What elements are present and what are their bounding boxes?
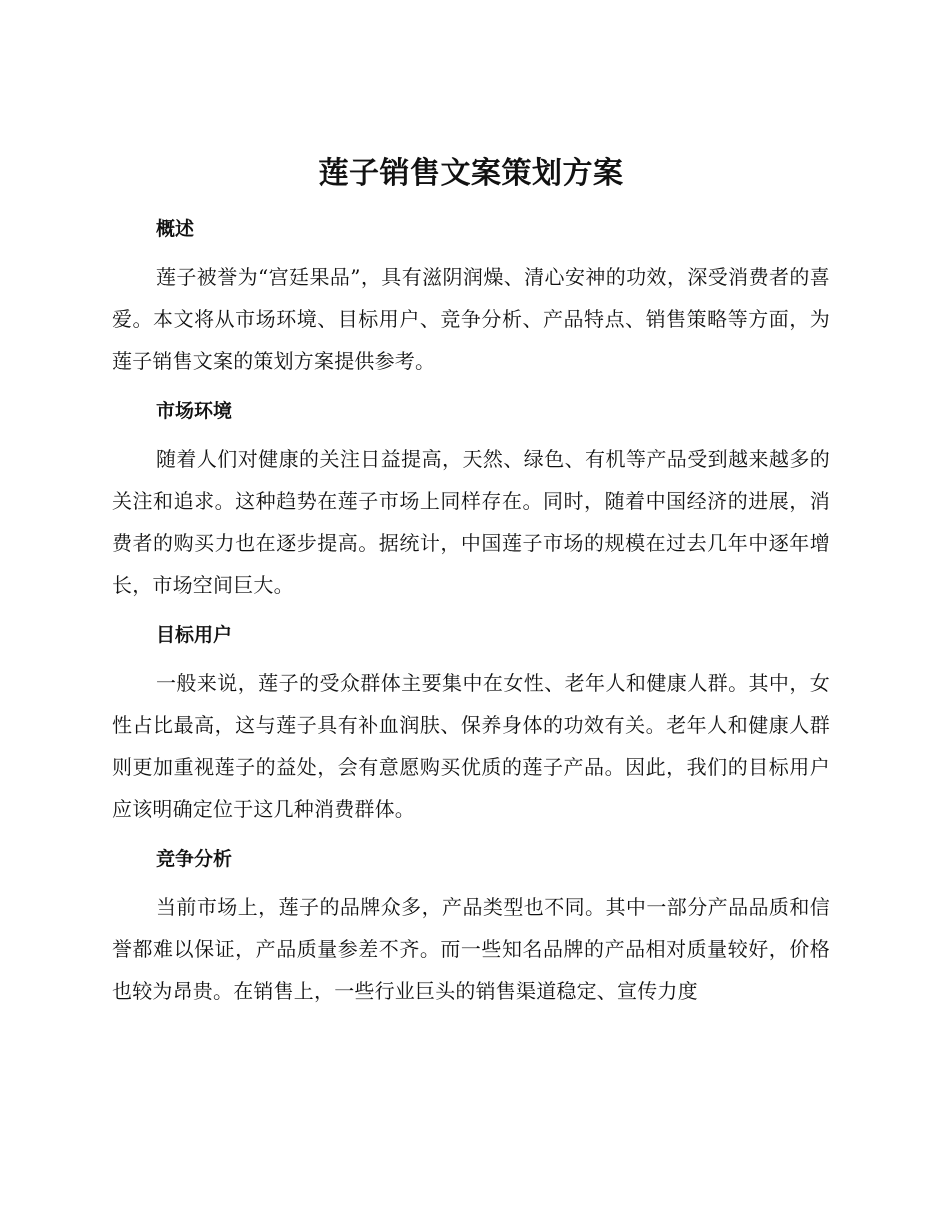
section-paragraph-overview: 莲子被誉为“宫廷果品”，具有滋阴润燥、清心安神的功效，深受消费者的喜爱。本文将从市场环境、目标用户、竞争分析、产品特点、销售策略等方面，为莲子销售文案的策划方案提供参考。 [112, 265, 830, 373]
document-title: 莲子销售文案策划方案 [318, 156, 624, 191]
section-heading-competition-analysis: 竞争分析 [156, 848, 233, 870]
document-body [112, 148, 830, 1012]
section-heading-target-users: 目标用户 [156, 624, 233, 646]
section-heading-overview: 概述 [156, 218, 195, 240]
section-paragraph-market-environment: 随着人们对健康的关注日益提高，天然、绿色、有机等产品受到越来越多的关注和追求。这种趋势在莲子市场上同样存在。同时，随着中国经济的进展，消费者的购买力也在逐步提高。据统计，中国莲子市场的规模在过去几年中逐年增长，市场空间巨大。 [112, 447, 830, 597]
section-paragraph-target-users: 一般来说，莲子的受众群体主要集中在女性、老年人和健康人群。其中，女性占比最高，这与莲子具有补血润肤、保养身体的功效有关。老年人和健康人群则更加重视莲子的益处，会有意愿购买优质的莲子产品。因此，我们的目标用户应该明确定位于这几种消费群体。 [112, 671, 830, 821]
section-heading-market-environment: 市场环境 [156, 400, 233, 422]
section-paragraph-competition-analysis: 当前市场上，莲子的品牌众多，产品类型也不同。其中一部分产品品质和信誉都难以保证，产品质量参差不齐。而一些知名品牌的产品相对质量较好，价格也较为昂贵。在销售上，一些行业巨头的销售渠道稳定、宣传力度 [112, 895, 830, 1003]
